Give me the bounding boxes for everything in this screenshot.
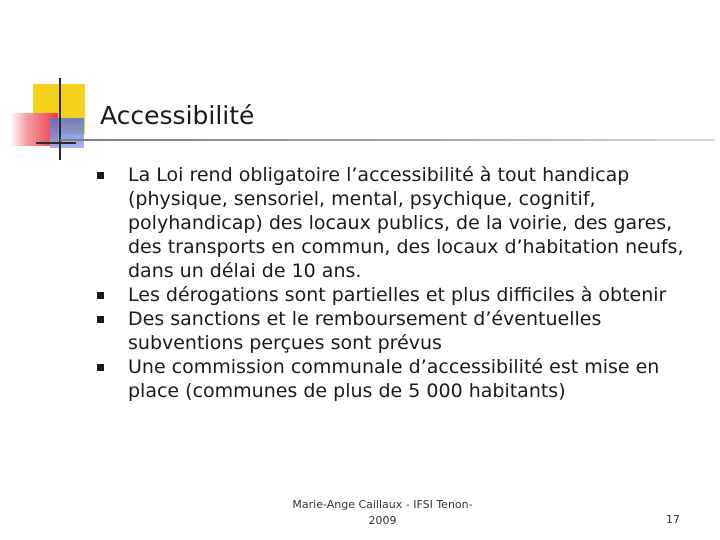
- square-bullet-icon: [97, 292, 104, 299]
- decorative-corner-graphic: [0, 0, 100, 170]
- square-bullet-icon: [97, 364, 104, 371]
- bullet-text: Les dérogations sont partielles et plus difficiles à obtenir: [128, 284, 667, 306]
- title-underline: [60, 139, 715, 141]
- slide-title: Accessibilité: [100, 101, 255, 130]
- decorative-vertical-line: [59, 78, 61, 160]
- footer-author-line-1: Marie-Ange Caillaux - IFSI Tenon-: [292, 498, 473, 511]
- bullet-text: Des sanctions et le remboursement d’éventuelles subventions perçues sont prévus: [128, 308, 602, 354]
- bullet-text: Une commission communale d’accessibilité est mise en place (communes de plus de 5 000 habitants): [128, 356, 660, 402]
- bullet-item: [94, 283, 694, 307]
- square-bullet-icon: [97, 172, 104, 179]
- slide-footer: [265, 497, 500, 529]
- decorative-horizontal-line: [36, 142, 76, 144]
- bullet-item: [94, 307, 694, 355]
- footer-author-line-2: 2009: [368, 514, 397, 527]
- bullet-item: [94, 163, 694, 283]
- bullet-text: La Loi rend obligatoire l’accessibilité à tout handicap (physique, sensoriel, mental, psychique, cognitif, polyhandicap) des locaux publics, de la voirie, des gares, des transports en commun, des locaux d’habitation neufs, dans un délai de 10 ans.: [128, 164, 684, 282]
- page-number: 17: [666, 513, 680, 526]
- bullet-item: [94, 355, 694, 403]
- square-bullet-icon: [97, 316, 104, 323]
- bullet-list: [94, 163, 694, 403]
